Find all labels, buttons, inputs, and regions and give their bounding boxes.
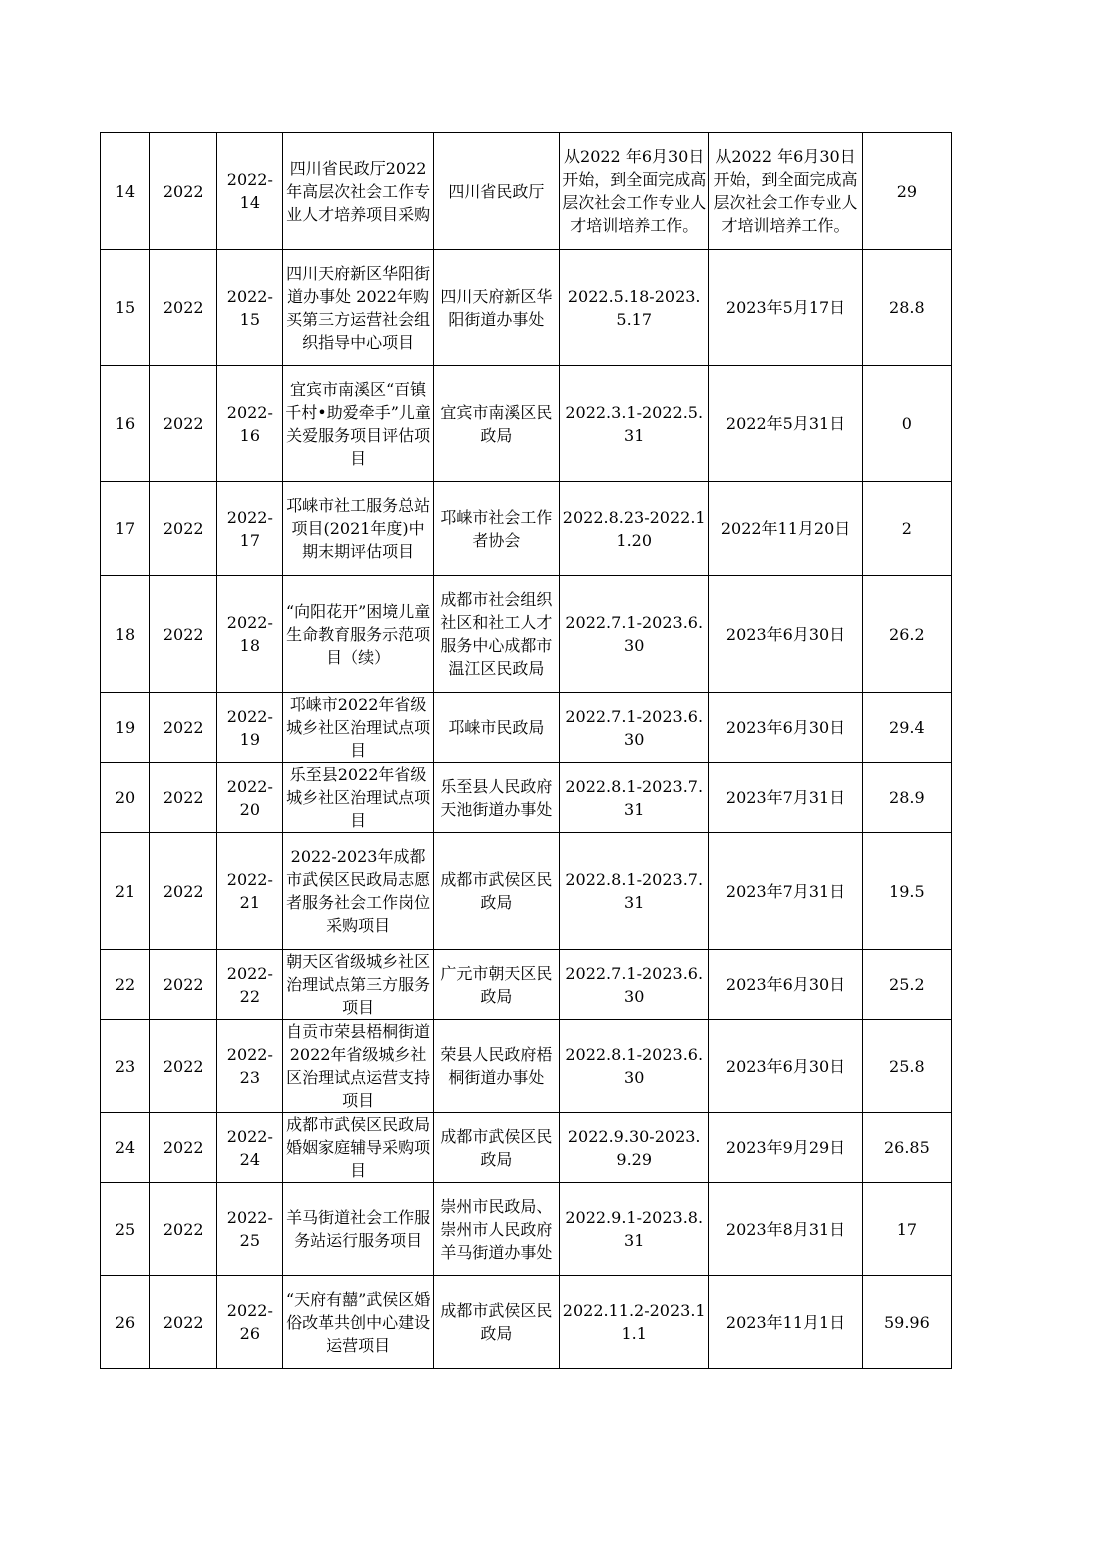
client-org-cell: 四川天府新区华阳街道办事处	[433, 250, 559, 366]
service-period-cell: 2022.8.23-2022.11.20	[560, 482, 709, 576]
project-code-cell	[217, 763, 283, 833]
project-code-seq: 16	[239, 425, 261, 445]
amount-cell: 28.9	[862, 763, 951, 833]
client-org-cell: 荣县人民政府梧桐街道办事处	[433, 1020, 559, 1113]
year-cell: 2022	[150, 833, 217, 950]
service-period-cell: 2022.9.1-2023.8.31	[560, 1183, 709, 1276]
project-code-seq: 15	[239, 309, 261, 329]
year-cell: 2022	[150, 482, 217, 576]
service-period-cell: 2022.11.2-2023.11.1	[560, 1276, 709, 1369]
amount-cell: 17	[862, 1183, 951, 1276]
client-org-cell: 成都市社会组织社区和社工人才服务中心成都市温江区民政局	[433, 576, 559, 693]
table-row	[101, 833, 952, 950]
project-code-cell	[217, 1113, 283, 1183]
project-code-cell	[217, 133, 283, 250]
project-code-seq: 25	[239, 1231, 261, 1250]
row-number-cell: 22	[101, 950, 150, 1020]
project-name-cell: 邛崃市2022年省级城乡社区治理试点项目	[283, 693, 433, 763]
amount-cell: 29	[862, 133, 951, 250]
end-date-cell: 2022年11月20日	[709, 482, 862, 576]
service-period-cell: 2022.8.1-2023.6.30	[560, 1020, 709, 1113]
year-cell: 2022	[150, 133, 217, 250]
project-code-year: 2022-	[226, 1208, 273, 1227]
project-code-year: 2022-	[226, 507, 273, 527]
project-name-cell: 乐至县2022年省级城乡社区治理试点项目	[283, 763, 433, 833]
table-row	[101, 693, 952, 763]
client-org-cell: 成都市武侯区民政局	[433, 1276, 559, 1369]
row-number-cell: 14	[101, 133, 150, 250]
client-org-cell: 成都市武侯区民政局	[433, 833, 559, 950]
row-number-cell: 17	[101, 482, 150, 576]
service-period-cell: 2022.3.1-2022.5.31	[560, 366, 709, 482]
service-period-cell: 2022.7.1-2023.6.30	[560, 693, 709, 763]
service-period-cell: 2022.7.1-2023.6.30	[560, 576, 709, 693]
client-org-cell: 四川省民政厅	[433, 133, 559, 250]
project-code-seq: 20	[239, 799, 261, 819]
client-org-cell: 成都市武侯区民政局	[433, 1113, 559, 1183]
row-number-cell: 24	[101, 1113, 150, 1183]
row-number-cell: 16	[101, 366, 150, 482]
project-code-cell	[217, 482, 283, 576]
table-row	[101, 1183, 952, 1276]
project-code-year: 2022-	[226, 1126, 273, 1146]
end-date-cell: 2022年5月31日	[709, 366, 862, 482]
service-period-cell: 2022.9.30-2023.9.29	[560, 1113, 709, 1183]
project-code-year: 2022-	[226, 870, 273, 889]
project-name-cell: 朝天区省级城乡社区治理试点第三方服务项目	[283, 950, 433, 1020]
row-number-cell: 18	[101, 576, 150, 693]
client-org-cell: 邛崃市民政局	[433, 693, 559, 763]
project-name-cell: “向阳花开”困境儿童生命教育服务示范项目（续）	[283, 576, 433, 693]
table-row	[101, 366, 952, 482]
row-number-cell: 21	[101, 833, 150, 950]
service-period-cell: 2022.8.1-2023.7.31	[560, 833, 709, 950]
end-date-cell: 2023年7月31日	[709, 763, 862, 833]
project-code-cell	[217, 833, 283, 950]
row-number-cell: 25	[101, 1183, 150, 1276]
amount-cell: 25.2	[862, 950, 951, 1020]
year-cell: 2022	[150, 950, 217, 1020]
project-code-cell	[217, 250, 283, 366]
project-code-year: 2022-	[226, 286, 273, 306]
table-row	[101, 950, 952, 1020]
project-code-year: 2022-	[226, 1301, 273, 1320]
table-row	[101, 250, 952, 366]
project-code-year: 2022-	[226, 170, 273, 189]
project-name-cell: 邛崃市社工服务总站项目(2021年度)中期末期评估项目	[283, 482, 433, 576]
amount-cell: 28.8	[862, 250, 951, 366]
amount-cell: 0	[862, 366, 951, 482]
year-cell: 2022	[150, 1113, 217, 1183]
service-period-cell: 2022.5.18-2023.5.17	[560, 250, 709, 366]
year-cell: 2022	[150, 576, 217, 693]
project-name-cell: 宜宾市南溪区“百镇千村•助爱牵手”儿童关爱服务项目评估项目	[283, 366, 433, 482]
end-date-cell: 2023年6月30日	[709, 1020, 862, 1113]
project-code-year: 2022-	[226, 776, 273, 796]
project-code-year: 2022-	[226, 402, 273, 422]
row-number-cell: 19	[101, 693, 150, 763]
project-code-cell	[217, 1276, 283, 1369]
client-org-cell: 邛崃市社会工作者协会	[433, 482, 559, 576]
service-period-cell: 从2022 年6月30日开始，到全面完成高层次社会工作专业人才培训培养工作。	[560, 133, 709, 250]
table-row	[101, 576, 952, 693]
table-row	[101, 1020, 952, 1113]
project-table	[100, 132, 952, 1369]
year-cell: 2022	[150, 693, 217, 763]
table-row	[101, 763, 952, 833]
end-date-cell: 2023年6月30日	[709, 950, 862, 1020]
project-name-cell: 成都市武侯区民政局婚姻家庭辅导采购项目	[283, 1113, 433, 1183]
amount-cell: 25.8	[862, 1020, 951, 1113]
project-code-seq: 22	[239, 986, 261, 1006]
row-number-cell: 15	[101, 250, 150, 366]
table-row	[101, 1113, 952, 1183]
project-name-cell: “天府有囍”武侯区婚俗改革共创中心建设运营项目	[283, 1276, 433, 1369]
project-code-seq: 21	[239, 893, 261, 912]
amount-cell: 2	[862, 482, 951, 576]
amount-cell: 26.2	[862, 576, 951, 693]
end-date-cell: 2023年8月31日	[709, 1183, 862, 1276]
table-row	[101, 482, 952, 576]
project-code-cell	[217, 1020, 283, 1113]
project-code-cell	[217, 576, 283, 693]
project-code-seq: 23	[239, 1068, 261, 1087]
end-date-cell: 从2022 年6月30日开始，到全面完成高层次社会工作专业人才培训培养工作。	[709, 133, 862, 250]
project-code-seq: 26	[239, 1324, 261, 1343]
table-row	[101, 1276, 952, 1369]
year-cell: 2022	[150, 366, 217, 482]
end-date-cell: 2023年6月30日	[709, 693, 862, 763]
project-name-cell: 四川省民政厅2022年高层次社会工作专业人才培养项目采购	[283, 133, 433, 250]
project-code-cell	[217, 1183, 283, 1276]
year-cell: 2022	[150, 763, 217, 833]
project-name-cell: 自贡市荣县梧桐街道2022年省级城乡社区治理试点运营支持项目	[283, 1020, 433, 1113]
client-org-cell: 乐至县人民政府天池街道办事处	[433, 763, 559, 833]
project-code-seq: 17	[239, 530, 261, 550]
project-code-year: 2022-	[226, 1045, 273, 1064]
project-code-year: 2022-	[226, 706, 273, 726]
end-date-cell: 2023年5月17日	[709, 250, 862, 366]
amount-cell: 26.85	[862, 1113, 951, 1183]
row-number-cell: 26	[101, 1276, 150, 1369]
project-code-seq: 19	[239, 729, 261, 749]
end-date-cell: 2023年7月31日	[709, 833, 862, 950]
year-cell: 2022	[150, 250, 217, 366]
service-period-cell: 2022.8.1-2023.7.31	[560, 763, 709, 833]
end-date-cell: 2023年9月29日	[709, 1113, 862, 1183]
project-code-seq: 24	[239, 1149, 261, 1169]
project-code-year: 2022-	[226, 613, 273, 632]
row-number-cell: 20	[101, 763, 150, 833]
year-cell: 2022	[150, 1183, 217, 1276]
client-org-cell: 崇州市民政局、崇州市人民政府羊马街道办事处	[433, 1183, 559, 1276]
table-body	[101, 133, 952, 1369]
project-code-cell	[217, 366, 283, 482]
project-code-year: 2022-	[226, 963, 273, 983]
amount-cell: 29.4	[862, 693, 951, 763]
project-code-seq: 18	[239, 636, 261, 655]
project-name-cell: 2022-2023年成都市武侯区民政局志愿者服务社会工作岗位采购项目	[283, 833, 433, 950]
service-period-cell: 2022.7.1-2023.6.30	[560, 950, 709, 1020]
row-number-cell: 23	[101, 1020, 150, 1113]
year-cell: 2022	[150, 1276, 217, 1369]
year-cell: 2022	[150, 1020, 217, 1113]
amount-cell: 19.5	[862, 833, 951, 950]
project-name-cell: 羊马街道社会工作服务站运行服务项目	[283, 1183, 433, 1276]
client-org-cell: 宜宾市南溪区民政局	[433, 366, 559, 482]
project-code-cell	[217, 693, 283, 763]
end-date-cell: 2023年6月30日	[709, 576, 862, 693]
project-name-cell: 四川天府新区华阳街道办事处 2022年购买第三方运营社会组织指导中心项目	[283, 250, 433, 366]
client-org-cell: 广元市朝天区民政局	[433, 950, 559, 1020]
table-row	[101, 133, 952, 250]
project-code-seq: 14	[239, 193, 261, 212]
project-code-cell	[217, 950, 283, 1020]
amount-cell: 59.96	[862, 1276, 951, 1369]
end-date-cell: 2023年11月1日	[709, 1276, 862, 1369]
